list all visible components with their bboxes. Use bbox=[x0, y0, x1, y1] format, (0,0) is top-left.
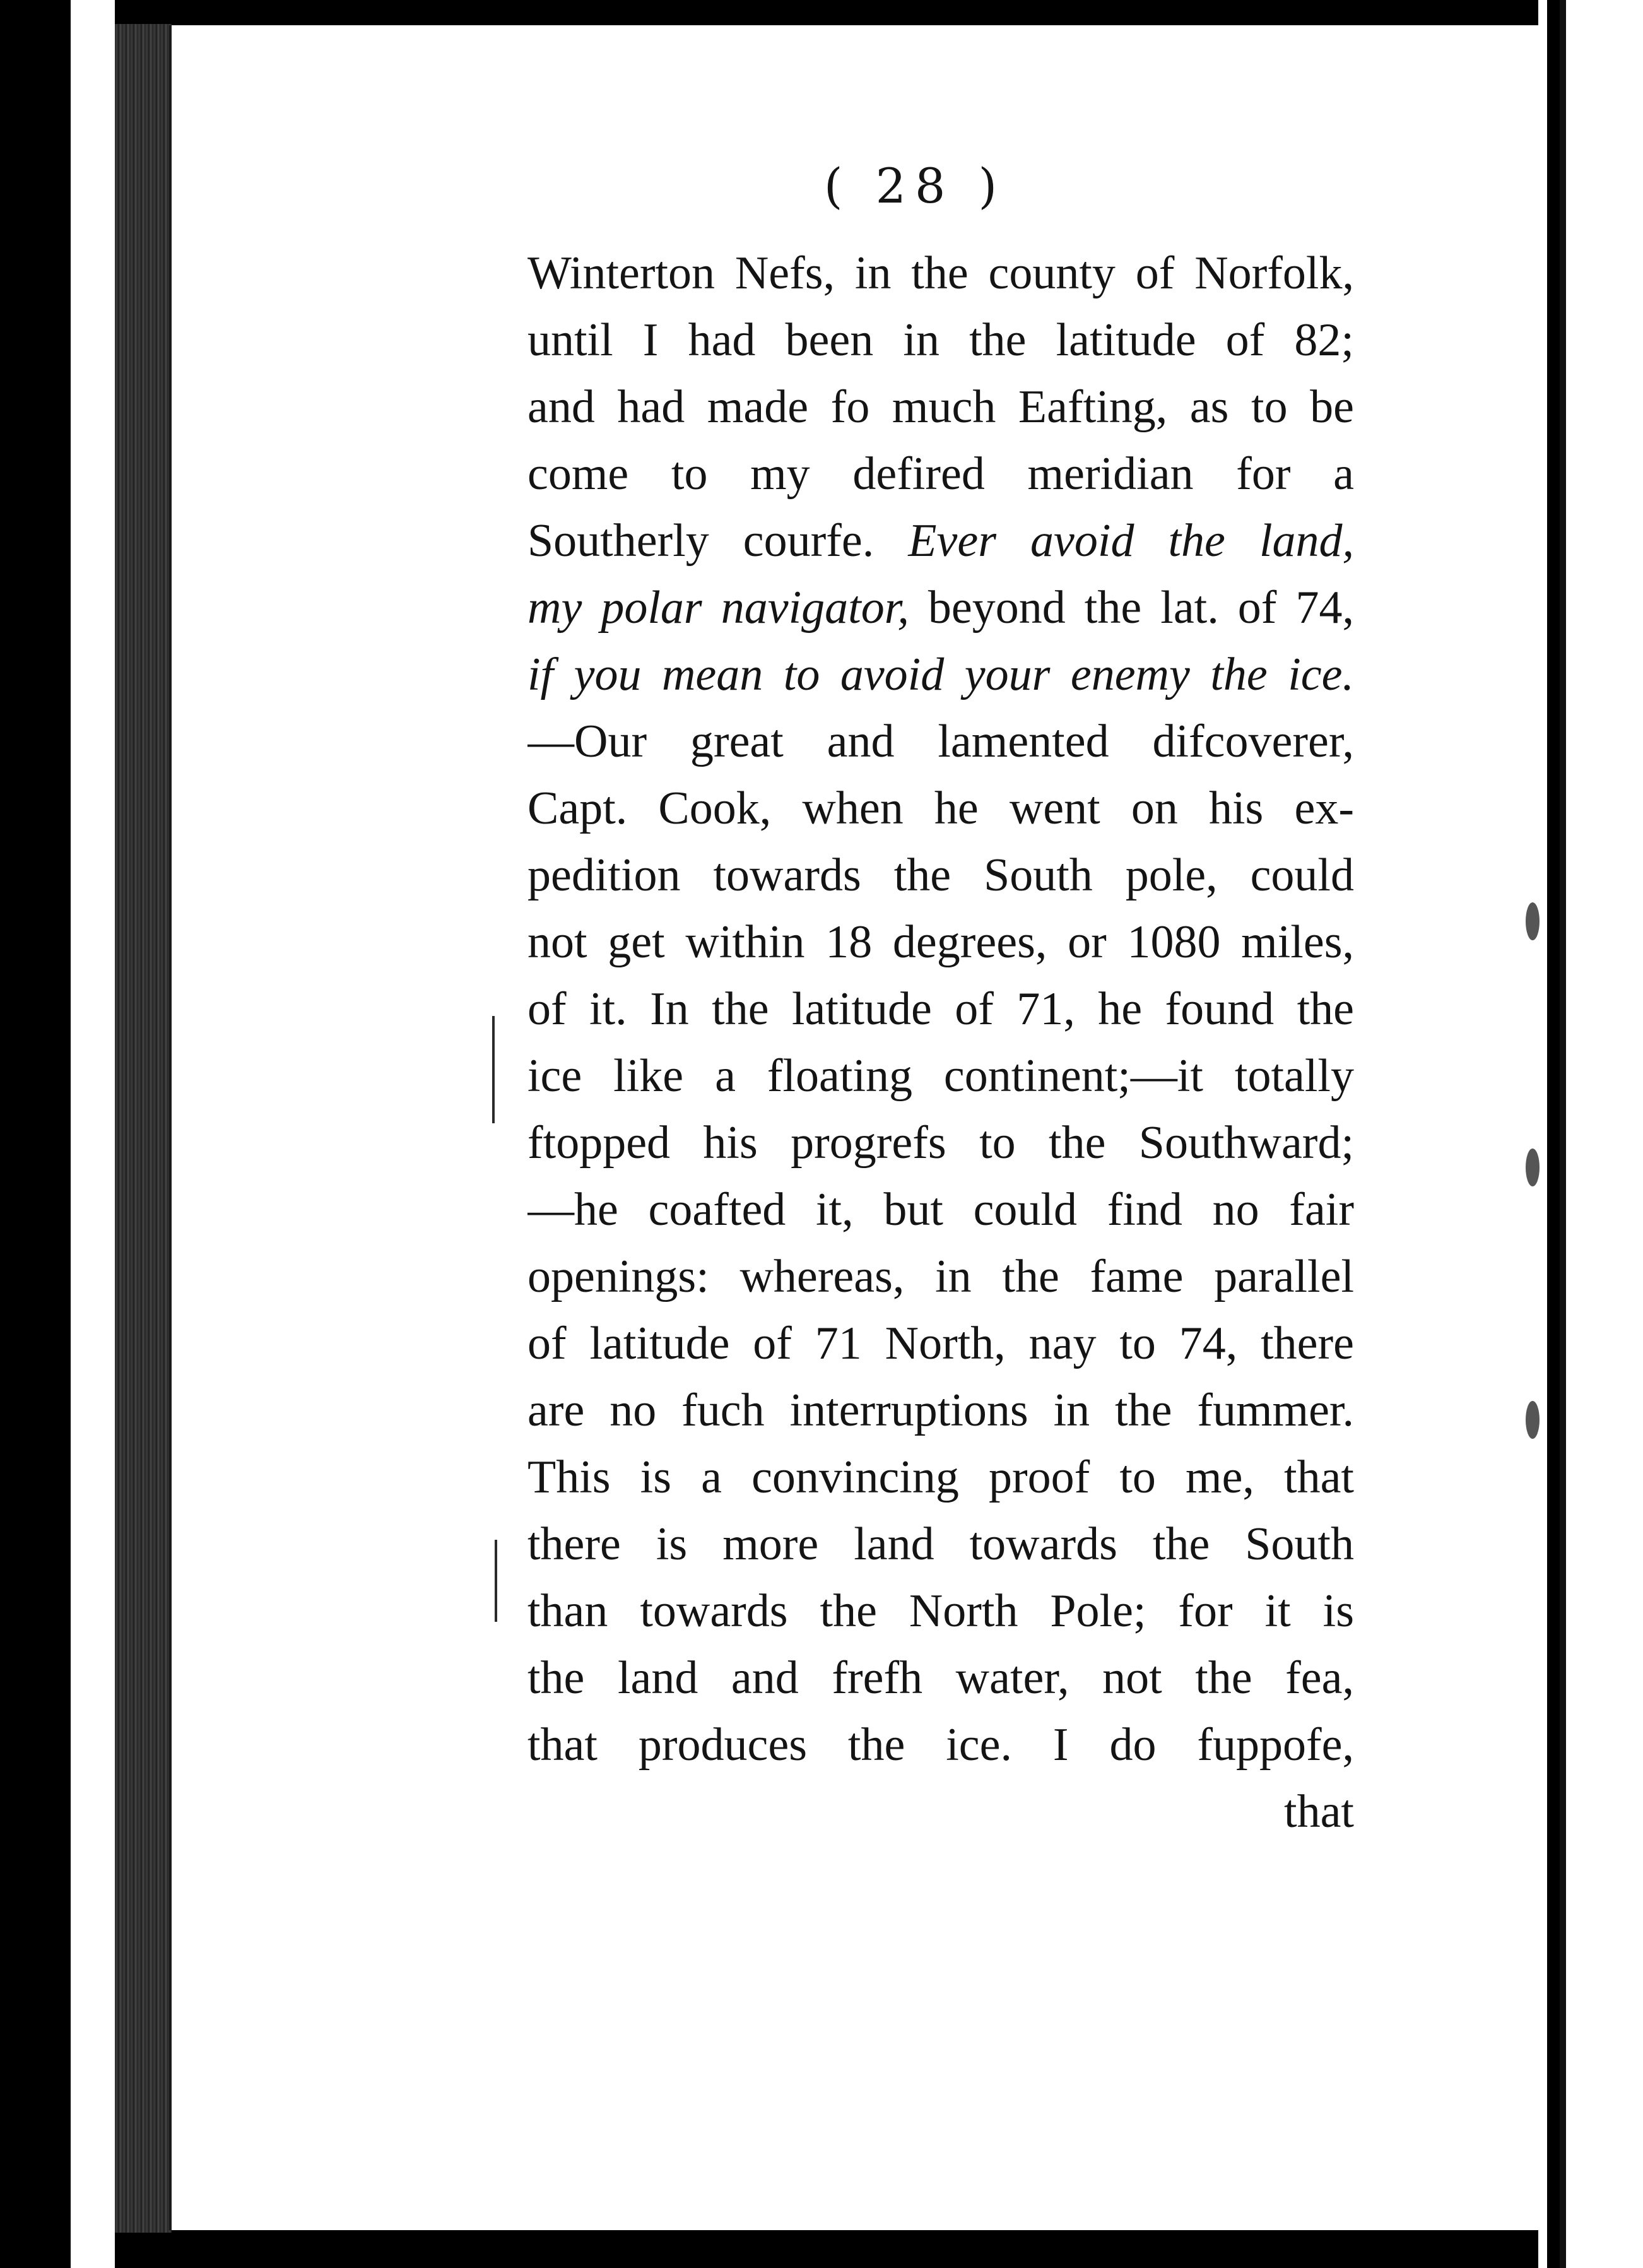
text-line bbox=[527, 507, 1354, 574]
text-line: pedition towards the South pole, could bbox=[527, 849, 1354, 901]
text-line: until I had been in the latitude of 82; bbox=[527, 314, 1354, 366]
edge-notch-mark bbox=[1526, 902, 1540, 940]
text-line: and had made fo much Eafting, as to be bbox=[527, 381, 1354, 433]
text-span: beyond the lat. of 74, bbox=[928, 582, 1354, 634]
italic-text-span: Ever avoid the land, bbox=[908, 515, 1354, 567]
text-line: —he coafted it, but could find no fair bbox=[527, 1184, 1354, 1236]
text-line: the land and frefh water, not the fea, bbox=[527, 1652, 1354, 1704]
text-line bbox=[527, 574, 1354, 641]
body-text bbox=[527, 240, 1354, 1845]
facing-page-edge bbox=[1560, 0, 1643, 2268]
text-line: of latitude of 71 North, nay to 74, there bbox=[527, 1318, 1354, 1369]
text-line: This is a convincing proof to me, that bbox=[527, 1451, 1354, 1503]
text-line: ice like a floating continent;—it totally bbox=[527, 1050, 1354, 1102]
edge-notch-mark bbox=[1526, 1401, 1540, 1439]
margin-pencil-mark bbox=[492, 1016, 495, 1123]
italic-text-span: my polar navigator, bbox=[527, 582, 909, 634]
text-line: openings: whereas, in the fame parallel bbox=[527, 1251, 1354, 1302]
page-number: ( 28 ) bbox=[823, 158, 1006, 214]
text-line: that produces the ice. I do fuppofe, bbox=[527, 1719, 1354, 1771]
text-line: are no fuch interruptions in the fummer. bbox=[527, 1385, 1354, 1436]
left-margin-strip bbox=[71, 0, 115, 2268]
margin-pencil-mark bbox=[495, 1540, 497, 1622]
text-line: not get within 18 degrees, or 1080 miles, bbox=[527, 916, 1354, 968]
text-line: Capt. Cook, when he went on his ex- bbox=[527, 783, 1354, 834]
text-line: come to my defired meridian for a bbox=[527, 448, 1354, 500]
text-line: than towards the North Pole; for it is bbox=[527, 1585, 1354, 1637]
text-line: of it. In the latitude of 71, he found the bbox=[527, 983, 1354, 1035]
text-span: Southerly courfe. bbox=[527, 515, 874, 567]
text-line-italic: if you mean to avoid your enemy the ice. bbox=[527, 649, 1354, 700]
text-line: Winterton Nefs, in the county of Norfolk, bbox=[527, 247, 1354, 299]
text-line: ftopped his progrefs to the Southward; bbox=[527, 1117, 1354, 1169]
book-binding-edge bbox=[115, 24, 172, 2233]
edge-notch-mark bbox=[1526, 1149, 1540, 1186]
text-line: —Our great and lamented difcoverer, bbox=[527, 716, 1354, 767]
catchword: that bbox=[1284, 1786, 1354, 1838]
text-line: there is more land towards the South bbox=[527, 1518, 1354, 1570]
page-fold-shadow bbox=[1547, 0, 1560, 2268]
right-margin-strip bbox=[1538, 0, 1547, 2268]
